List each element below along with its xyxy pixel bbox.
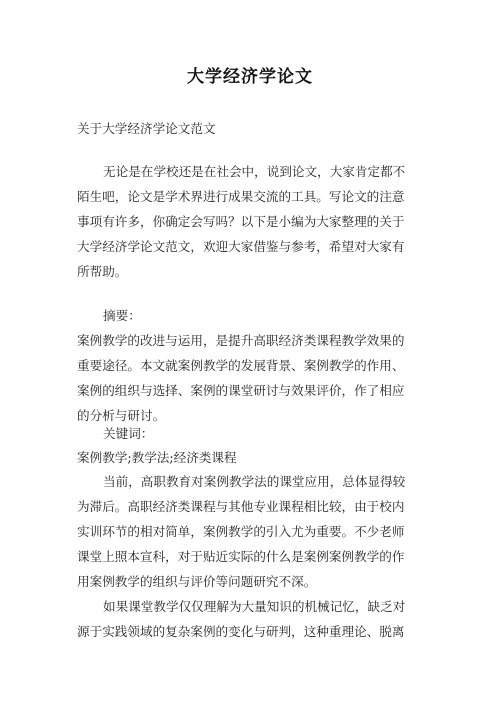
intro-line: 所帮助。 [77,264,128,279]
intro-line: 大学经济学论文范文，欢迎大家借鉴与参考，希望对大家有 [77,239,405,254]
body-line: 当前，高职教育对案例教学法的课堂应用，总体显得较 [103,474,406,489]
document-subtitle: 关于大学经济学论文范文 [77,121,216,136]
body-line: 用案例教学的组织与评价等问题研究不深。 [77,574,317,589]
intro-line: 事项有许多，你确定会写吗？以下是小编为大家整理的关于 [77,214,405,229]
body-line: 课堂上照本宣科，对于贴近实际的什么是案例案例教学的作 [77,549,405,564]
abstract-line: 的分析与研讨。 [77,408,166,423]
abstract-line: 案例的组织与选择、案例的课堂研讨与效果评价，作了相应 [77,383,405,398]
document-title: 大学经济学论文 [187,67,313,87]
abstract-line: 重要途径。本文就案例教学的发展背景、案例教学的作用、 [77,358,405,373]
abstract-label: 摘要： [103,308,141,323]
body-line: 实训环节的相对简单，案例教学的引入尤为重要。不少老师 [77,524,405,539]
body-line: 源于实践领域的复杂案例的变化与研判，这种重理论、脱离 [77,624,405,639]
keywords-label: 关键词： [103,426,154,441]
intro-line: 陌生吧，论文是学术界进行成果交流的工具。写论文的注意 [77,189,405,204]
abstract-line: 案例教学的改进与运用，是提升高职经济类课程教学效果的 [77,333,405,348]
keywords-text: 案例教学;教学法;经济类课程 [77,450,237,465]
body-line: 为滞后。高职经济类课程与其他专业课程相比较，由于校内 [77,499,405,514]
intro-line: 无论是在学校还是在社会中，说到论文，大家肯定都不 [103,164,406,179]
body-line: 如果课堂教学仅仅理解为大量知识的机械记忆，缺乏对 [103,599,406,614]
